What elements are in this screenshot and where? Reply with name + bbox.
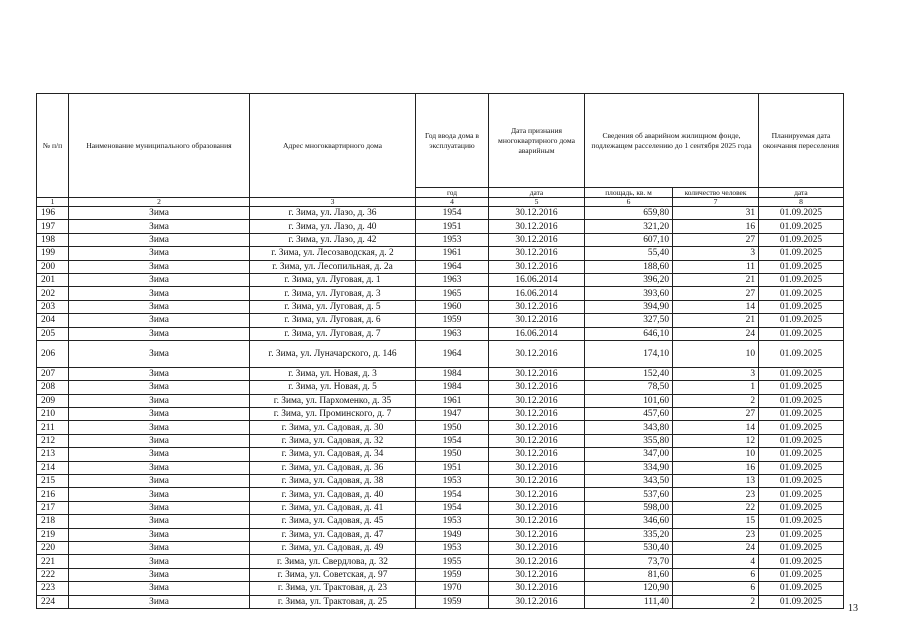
municipality-cell: Зима — [69, 434, 250, 447]
year-cell: 1963 — [416, 327, 489, 340]
people-count-cell: 12 — [673, 434, 759, 447]
row-number-cell: 198 — [37, 233, 69, 246]
row-number-cell: 199 — [37, 247, 69, 260]
area-cell: 343,50 — [585, 475, 673, 488]
table-row — [37, 340, 844, 367]
municipality-cell: Зима — [69, 340, 250, 367]
planned-date-cell: 01.09.2025 — [759, 394, 844, 407]
emergency-date-cell: 30.12.2016 — [489, 340, 585, 367]
header-address: Адрес многоквартирного дома — [250, 94, 416, 198]
table-row — [37, 501, 844, 514]
planned-date-cell: 01.09.2025 — [759, 555, 844, 568]
municipality-cell: Зима — [69, 300, 250, 313]
area-cell: 355,80 — [585, 434, 673, 447]
year-cell: 1959 — [416, 314, 489, 327]
address-cell: г. Зима, ул. Трактовая, д. 25 — [250, 595, 416, 608]
emergency-date-cell: 30.12.2016 — [489, 568, 585, 581]
area-cell: 101,60 — [585, 394, 673, 407]
area-cell: 346,60 — [585, 515, 673, 528]
people-count-cell: 24 — [673, 541, 759, 554]
column-number: 7 — [673, 198, 759, 207]
municipality-cell: Зима — [69, 475, 250, 488]
municipality-cell: Зима — [69, 273, 250, 286]
year-cell: 1950 — [416, 421, 489, 434]
emergency-date-cell: 30.12.2016 — [489, 448, 585, 461]
table-row — [37, 220, 844, 233]
planned-date-cell: 01.09.2025 — [759, 260, 844, 273]
year-cell: 1959 — [416, 568, 489, 581]
area-cell: 335,20 — [585, 528, 673, 541]
year-cell: 1953 — [416, 233, 489, 246]
address-cell: г. Зима, ул. Садовая, д. 47 — [250, 528, 416, 541]
planned-date-cell: 01.09.2025 — [759, 461, 844, 474]
address-cell: г. Зима, ул. Лазо, д. 42 — [250, 233, 416, 246]
address-cell: г. Зима, ул. Луговая, д. 5 — [250, 300, 416, 313]
address-cell: г. Зима, ул. Трактовая, д. 23 — [250, 582, 416, 595]
emergency-date-cell: 30.12.2016 — [489, 367, 585, 380]
people-count-cell: 27 — [673, 408, 759, 421]
emergency-date-cell: 30.12.2016 — [489, 434, 585, 447]
table-row — [37, 528, 844, 541]
people-count-cell: 15 — [673, 515, 759, 528]
table-row — [37, 287, 844, 300]
row-number-cell: 196 — [37, 207, 69, 220]
emergency-date-cell: 30.12.2016 — [489, 461, 585, 474]
area-cell: 396,20 — [585, 273, 673, 286]
people-count-cell: 14 — [673, 300, 759, 313]
area-cell: 321,20 — [585, 220, 673, 233]
planned-date-cell: 01.09.2025 — [759, 488, 844, 501]
column-number: 4 — [416, 198, 489, 207]
emergency-date-cell: 30.12.2016 — [489, 595, 585, 608]
row-number-cell: 197 — [37, 220, 69, 233]
people-count-cell: 22 — [673, 501, 759, 514]
area-cell: 393,60 — [585, 287, 673, 300]
year-cell: 1954 — [416, 207, 489, 220]
year-cell: 1953 — [416, 515, 489, 528]
people-count-cell: 2 — [673, 595, 759, 608]
address-cell: г. Зима, ул. Луговая, д. 1 — [250, 273, 416, 286]
table-row — [37, 300, 844, 313]
emergency-date-cell: 30.12.2016 — [489, 220, 585, 233]
emergency-date-cell: 30.12.2016 — [489, 541, 585, 554]
planned-date-cell: 01.09.2025 — [759, 314, 844, 327]
area-cell: 343,80 — [585, 421, 673, 434]
year-cell: 1960 — [416, 300, 489, 313]
emergency-date-cell: 30.12.2016 — [489, 475, 585, 488]
municipality-cell: Зима — [69, 367, 250, 380]
row-number-cell: 201 — [37, 273, 69, 286]
row-number-cell: 219 — [37, 528, 69, 541]
table-row — [37, 541, 844, 554]
emergency-date-cell: 30.12.2016 — [489, 233, 585, 246]
table-row — [37, 595, 844, 608]
address-cell: г. Зима, ул. Луговая, д. 7 — [250, 327, 416, 340]
municipality-cell: Зима — [69, 287, 250, 300]
table-row — [37, 207, 844, 220]
address-cell: г. Зима, ул. Садовая, д. 40 — [250, 488, 416, 501]
year-cell: 1954 — [416, 501, 489, 514]
header-year: Год ввода дома в эксплуатацию — [416, 94, 489, 188]
address-cell: г. Зима, ул. Лазо, д. 36 — [250, 207, 416, 220]
people-count-cell: 27 — [673, 233, 759, 246]
area-cell: 607,10 — [585, 233, 673, 246]
table-row — [37, 247, 844, 260]
address-cell: г. Зима, ул. Советская, д. 97 — [250, 568, 416, 581]
people-count-cell: 4 — [673, 555, 759, 568]
year-cell: 1954 — [416, 434, 489, 447]
area-cell: 73,70 — [585, 555, 673, 568]
people-count-cell: 23 — [673, 488, 759, 501]
table-row — [37, 314, 844, 327]
page-number: 13 — [848, 603, 858, 614]
municipality-cell: Зима — [69, 327, 250, 340]
emergency-date-cell: 30.12.2016 — [489, 260, 585, 273]
address-cell: г. Зима, ул. Пархоменко, д. 35 — [250, 394, 416, 407]
column-number: 1 — [37, 198, 69, 207]
municipality-cell: Зима — [69, 515, 250, 528]
year-cell: 1964 — [416, 340, 489, 367]
municipality-cell: Зима — [69, 461, 250, 474]
planned-date-cell: 01.09.2025 — [759, 300, 844, 313]
row-number-cell: 216 — [37, 488, 69, 501]
year-cell: 1965 — [416, 287, 489, 300]
municipality-cell: Зима — [69, 541, 250, 554]
address-cell: г. Зима, ул. Новая, д. 3 — [250, 367, 416, 380]
area-cell: 646,10 — [585, 327, 673, 340]
planned-date-cell: 01.09.2025 — [759, 528, 844, 541]
row-number-cell: 206 — [37, 340, 69, 367]
area-cell: 327,50 — [585, 314, 673, 327]
address-cell: г. Зима, ул. Садовая, д. 36 — [250, 461, 416, 474]
row-number-cell: 207 — [37, 367, 69, 380]
address-cell: г. Зима, ул. Луначарского, д. 146 — [250, 340, 416, 367]
row-number-cell: 203 — [37, 300, 69, 313]
address-cell: г. Зима, ул. Садовая, д. 30 — [250, 421, 416, 434]
people-count-cell: 11 — [673, 260, 759, 273]
planned-date-cell: 01.09.2025 — [759, 381, 844, 394]
area-cell: 111,40 — [585, 595, 673, 608]
emergency-date-cell: 30.12.2016 — [489, 381, 585, 394]
row-number-cell: 217 — [37, 501, 69, 514]
year-cell: 1955 — [416, 555, 489, 568]
table-body — [37, 207, 844, 609]
municipality-cell: Зима — [69, 394, 250, 407]
planned-date-cell: 01.09.2025 — [759, 448, 844, 461]
emergency-date-cell: 30.12.2016 — [489, 488, 585, 501]
row-number-cell: 221 — [37, 555, 69, 568]
area-cell: 188,60 — [585, 260, 673, 273]
address-cell: г. Зима, ул. Садовая, д. 41 — [250, 501, 416, 514]
column-number: 5 — [489, 198, 585, 207]
row-number-cell: 204 — [37, 314, 69, 327]
year-cell: 1953 — [416, 541, 489, 554]
area-cell: 120,90 — [585, 582, 673, 595]
planned-date-cell: 01.09.2025 — [759, 367, 844, 380]
housing-table — [36, 93, 844, 609]
address-cell: г. Зима, ул. Свердлова, д. 32 — [250, 555, 416, 568]
row-number-cell: 223 — [37, 582, 69, 595]
planned-date-cell: 01.09.2025 — [759, 408, 844, 421]
column-number: 3 — [250, 198, 416, 207]
area-cell: 457,60 — [585, 408, 673, 421]
table-row — [37, 260, 844, 273]
municipality-cell: Зима — [69, 555, 250, 568]
area-cell: 78,50 — [585, 381, 673, 394]
year-cell: 1950 — [416, 448, 489, 461]
area-cell: 334,90 — [585, 461, 673, 474]
year-cell: 1964 — [416, 260, 489, 273]
column-number: 6 — [585, 198, 673, 207]
planned-date-cell: 01.09.2025 — [759, 515, 844, 528]
people-count-cell: 21 — [673, 273, 759, 286]
municipality-cell: Зима — [69, 568, 250, 581]
row-number-cell: 205 — [37, 327, 69, 340]
row-number-cell: 222 — [37, 568, 69, 581]
emergency-date-cell: 30.12.2016 — [489, 207, 585, 220]
area-cell: 394,90 — [585, 300, 673, 313]
municipality-cell: Зима — [69, 595, 250, 608]
people-count-cell: 13 — [673, 475, 759, 488]
year-cell: 1953 — [416, 475, 489, 488]
municipality-cell: Зима — [69, 582, 250, 595]
people-count-cell: 1 — [673, 381, 759, 394]
table-row — [37, 582, 844, 595]
year-cell: 1984 — [416, 381, 489, 394]
address-cell: г. Зима, ул. Луговая, д. 3 — [250, 287, 416, 300]
table-row — [37, 408, 844, 421]
planned-date-cell: 01.09.2025 — [759, 475, 844, 488]
table-row — [37, 381, 844, 394]
municipality-cell: Зима — [69, 528, 250, 541]
header-plan: Планируемая дата окончания переселения — [759, 94, 844, 188]
area-cell: 347,00 — [585, 448, 673, 461]
municipality-cell: Зима — [69, 314, 250, 327]
header-municipality: Наименование муниципального образования — [69, 94, 250, 198]
address-cell: г. Зима, ул. Садовая, д. 45 — [250, 515, 416, 528]
table-row — [37, 273, 844, 286]
address-cell: г. Зима, ул. Садовая, д. 49 — [250, 541, 416, 554]
emergency-date-cell: 30.12.2016 — [489, 408, 585, 421]
area-cell: 598,00 — [585, 501, 673, 514]
people-count-cell: 31 — [673, 207, 759, 220]
row-number-cell: 210 — [37, 408, 69, 421]
municipality-cell: Зима — [69, 381, 250, 394]
address-cell: г. Зима, ул. Садовая, д. 34 — [250, 448, 416, 461]
row-number-cell: 211 — [37, 421, 69, 434]
address-cell: г. Зима, ул. Луговая, д. 6 — [250, 314, 416, 327]
area-cell: 55,40 — [585, 247, 673, 260]
municipality-cell: Зима — [69, 220, 250, 233]
header-date: Дата признания многоквартирного дома аварийным — [489, 94, 585, 188]
year-cell: 1961 — [416, 394, 489, 407]
area-cell: 152,40 — [585, 367, 673, 380]
planned-date-cell: 01.09.2025 — [759, 273, 844, 286]
address-cell: г. Зима, ул. Новая, д. 5 — [250, 381, 416, 394]
municipality-cell: Зима — [69, 233, 250, 246]
municipality-cell: Зима — [69, 408, 250, 421]
people-count-cell: 24 — [673, 327, 759, 340]
row-number-cell: 224 — [37, 595, 69, 608]
planned-date-cell: 01.09.2025 — [759, 501, 844, 514]
municipality-cell: Зима — [69, 501, 250, 514]
column-number: 2 — [69, 198, 250, 207]
planned-date-cell: 01.09.2025 — [759, 541, 844, 554]
municipality-cell: Зима — [69, 448, 250, 461]
municipality-cell: Зима — [69, 421, 250, 434]
planned-date-cell: 01.09.2025 — [759, 233, 844, 246]
people-count-cell: 6 — [673, 568, 759, 581]
year-cell: 1949 — [416, 528, 489, 541]
people-count-cell: 6 — [673, 582, 759, 595]
year-cell: 1963 — [416, 273, 489, 286]
address-cell: г. Зима, ул. Лазо, д. 40 — [250, 220, 416, 233]
area-cell: 174,10 — [585, 340, 673, 367]
table-row — [37, 327, 844, 340]
planned-date-cell: 01.09.2025 — [759, 595, 844, 608]
table-row — [37, 555, 844, 568]
row-number-cell: 218 — [37, 515, 69, 528]
emergency-date-cell: 30.12.2016 — [489, 515, 585, 528]
emergency-date-cell: 30.12.2016 — [489, 555, 585, 568]
row-number-cell: 208 — [37, 381, 69, 394]
planned-date-cell: 01.09.2025 — [759, 421, 844, 434]
year-cell: 1951 — [416, 461, 489, 474]
table-row — [37, 394, 844, 407]
emergency-date-cell: 30.12.2016 — [489, 247, 585, 260]
row-number-cell: 220 — [37, 541, 69, 554]
row-number-cell: 215 — [37, 475, 69, 488]
emergency-date-cell: 16.06.2014 — [489, 327, 585, 340]
emergency-date-cell: 30.12.2016 — [489, 528, 585, 541]
row-number-cell: 209 — [37, 394, 69, 407]
row-number-cell: 212 — [37, 434, 69, 447]
emergency-date-cell: 16.06.2014 — [489, 287, 585, 300]
people-count-cell: 2 — [673, 394, 759, 407]
year-cell: 1954 — [416, 488, 489, 501]
table-row — [37, 233, 844, 246]
address-cell: г. Зима, ул. Проминского, д. 7 — [250, 408, 416, 421]
municipality-cell: Зима — [69, 260, 250, 273]
column-number: 8 — [759, 198, 844, 207]
subheader-area: площадь, кв. м — [585, 188, 673, 198]
planned-date-cell: 01.09.2025 — [759, 340, 844, 367]
subheader-year: год — [416, 188, 489, 198]
address-cell: г. Зима, ул. Лесозаводская, д. 2 — [250, 247, 416, 260]
planned-date-cell: 01.09.2025 — [759, 568, 844, 581]
row-number-cell: 202 — [37, 287, 69, 300]
people-count-cell: 14 — [673, 421, 759, 434]
people-count-cell: 23 — [673, 528, 759, 541]
table-row — [37, 488, 844, 501]
subheader-plan: дата — [759, 188, 844, 198]
planned-date-cell: 01.09.2025 — [759, 247, 844, 260]
planned-date-cell: 01.09.2025 — [759, 207, 844, 220]
address-cell: г. Зима, ул. Лесопильная, д. 2а — [250, 260, 416, 273]
municipality-cell: Зима — [69, 207, 250, 220]
area-cell: 81,60 — [585, 568, 673, 581]
table-row — [37, 434, 844, 447]
year-cell: 1959 — [416, 595, 489, 608]
people-count-cell: 3 — [673, 247, 759, 260]
emergency-date-cell: 30.12.2016 — [489, 501, 585, 514]
header-info: Сведения об аварийном жилищном фонде, подлежащем расселению до 1 сентября 2025 года — [585, 94, 759, 188]
municipality-cell: Зима — [69, 488, 250, 501]
emergency-date-cell: 30.12.2016 — [489, 421, 585, 434]
emergency-date-cell: 30.12.2016 — [489, 582, 585, 595]
address-cell: г. Зима, ул. Садовая, д. 32 — [250, 434, 416, 447]
people-count-cell: 27 — [673, 287, 759, 300]
area-cell: 537,60 — [585, 488, 673, 501]
year-cell: 1984 — [416, 367, 489, 380]
planned-date-cell: 01.09.2025 — [759, 582, 844, 595]
emergency-date-cell: 30.12.2016 — [489, 314, 585, 327]
people-count-cell: 16 — [673, 220, 759, 233]
people-count-cell: 21 — [673, 314, 759, 327]
header-num: № п/п — [37, 94, 69, 198]
planned-date-cell: 01.09.2025 — [759, 287, 844, 300]
planned-date-cell: 01.09.2025 — [759, 434, 844, 447]
table-row — [37, 461, 844, 474]
table-row — [37, 515, 844, 528]
people-count-cell: 10 — [673, 448, 759, 461]
address-cell: г. Зима, ул. Садовая, д. 38 — [250, 475, 416, 488]
people-count-cell: 10 — [673, 340, 759, 367]
year-cell: 1947 — [416, 408, 489, 421]
row-number-cell: 200 — [37, 260, 69, 273]
municipality-cell: Зима — [69, 247, 250, 260]
emergency-date-cell: 30.12.2016 — [489, 394, 585, 407]
area-cell: 530,40 — [585, 541, 673, 554]
row-number-cell: 213 — [37, 448, 69, 461]
year-cell: 1951 — [416, 220, 489, 233]
table-row — [37, 448, 844, 461]
planned-date-cell: 01.09.2025 — [759, 327, 844, 340]
emergency-date-cell: 30.12.2016 — [489, 300, 585, 313]
subheader-people: количество человек — [673, 188, 759, 198]
planned-date-cell: 01.09.2025 — [759, 220, 844, 233]
emergency-date-cell: 16.06.2014 — [489, 273, 585, 286]
table-row — [37, 475, 844, 488]
year-cell: 1961 — [416, 247, 489, 260]
subheader-date: дата — [489, 188, 585, 198]
people-count-cell: 16 — [673, 461, 759, 474]
people-count-cell: 3 — [673, 367, 759, 380]
table-row — [37, 568, 844, 581]
table-row — [37, 367, 844, 380]
table-row — [37, 421, 844, 434]
row-number-cell: 214 — [37, 461, 69, 474]
year-cell: 1970 — [416, 582, 489, 595]
area-cell: 659,80 — [585, 207, 673, 220]
